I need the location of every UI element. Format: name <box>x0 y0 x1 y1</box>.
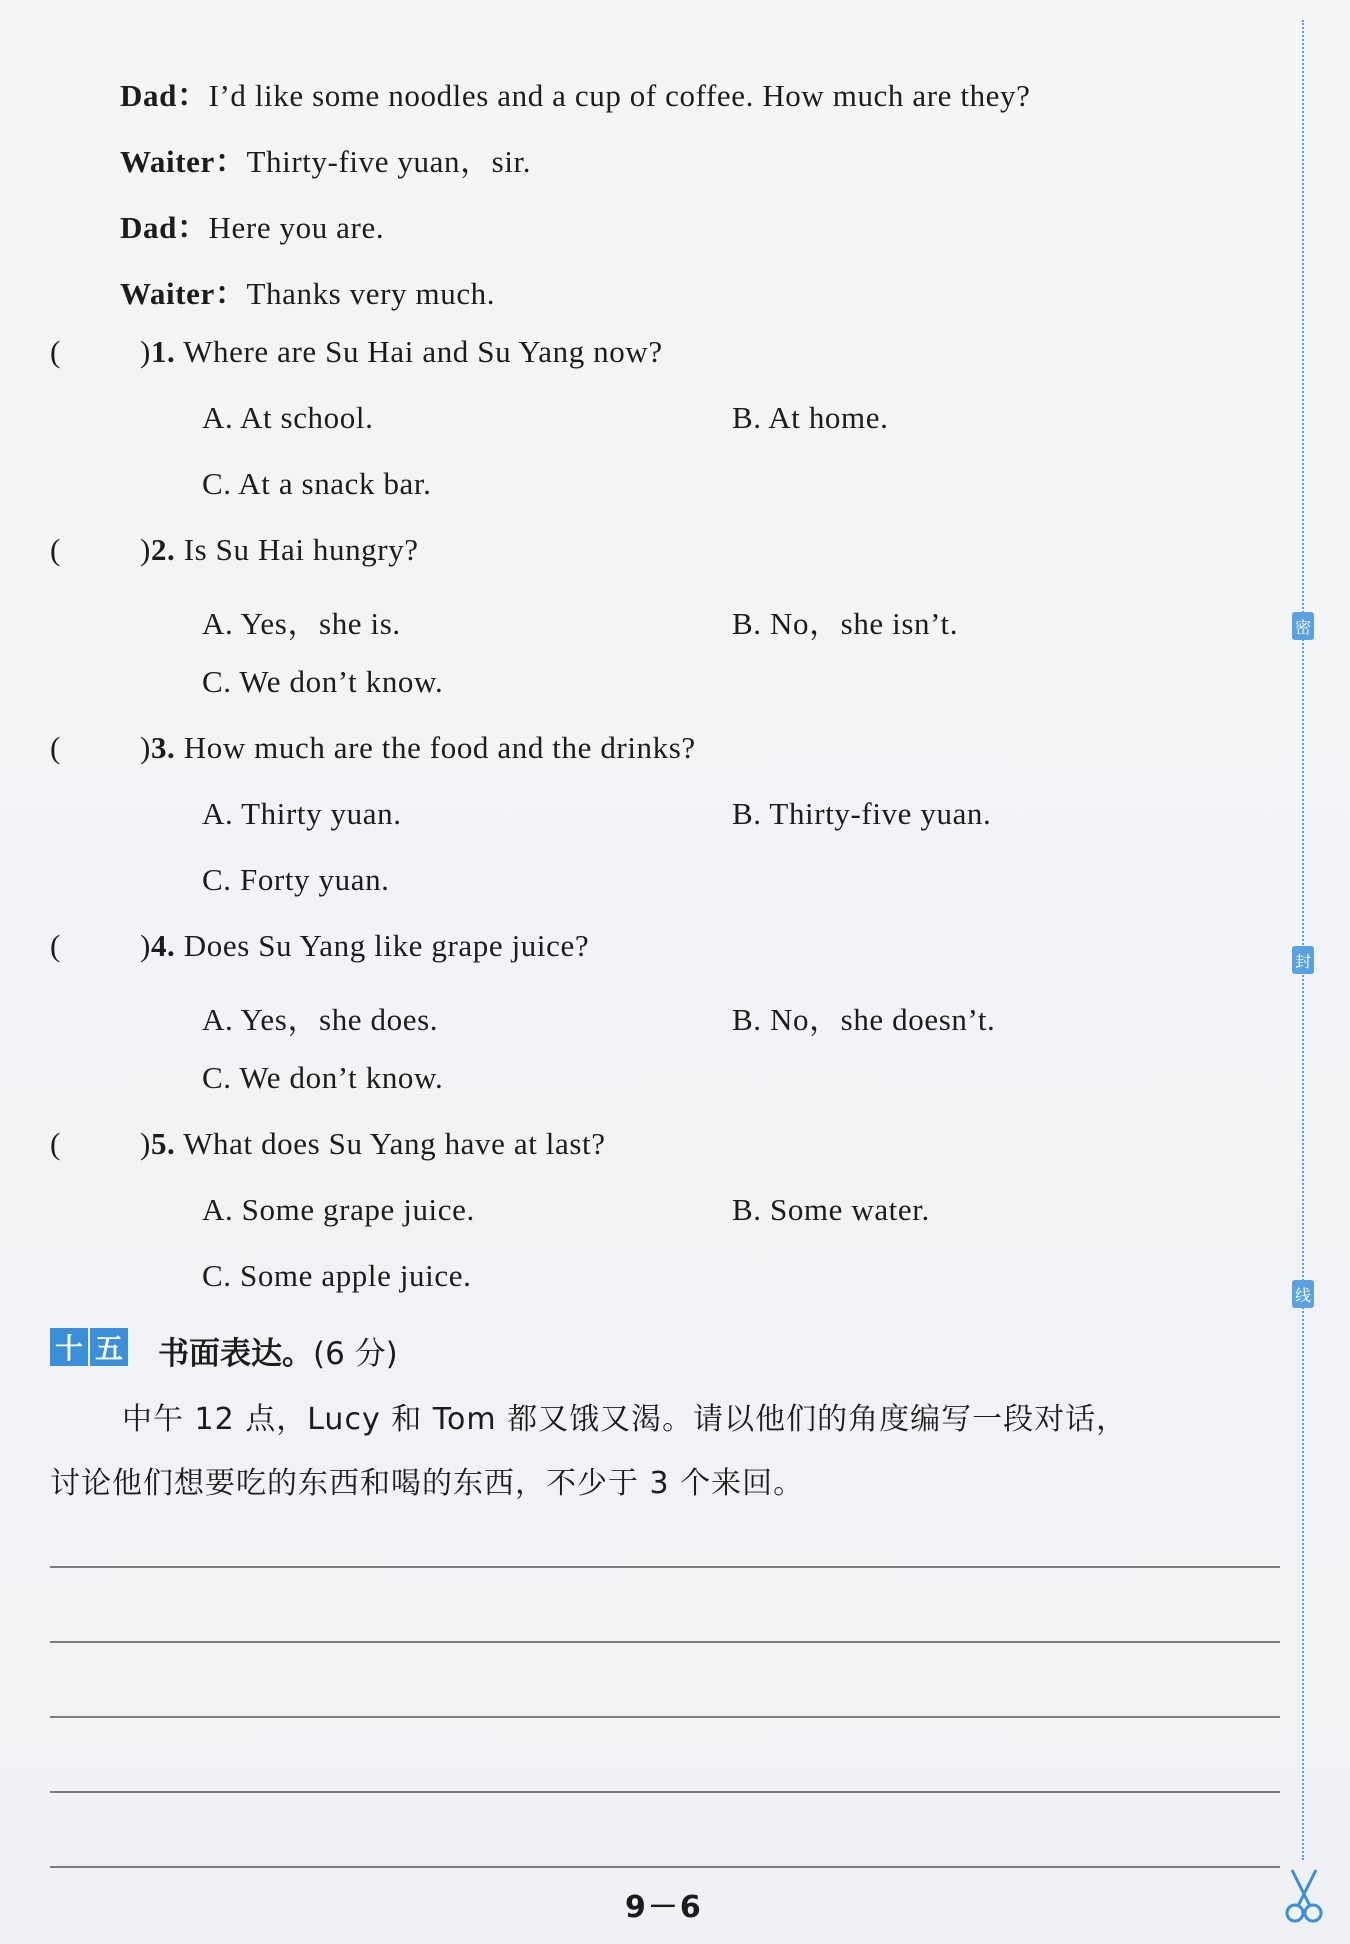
question-3 <box>140 730 696 766</box>
dialogue-text: Thanks very much. <box>246 276 496 311</box>
option-b: B. Thirty-five yuan. <box>732 796 992 831</box>
answer-blank-close: ) <box>140 928 151 963</box>
dialogue-text: Thirty-five yuan，sir. <box>246 144 532 179</box>
question-number: 2. <box>150 532 176 567</box>
answer-blank-close: ) <box>140 1126 151 1161</box>
option-a: A. Yes，she does. <box>202 1002 439 1037</box>
writing-line[interactable] <box>50 1866 1280 1868</box>
cut-mark-line: 线 <box>1292 1280 1314 1308</box>
answer-blank-open: ( <box>50 1126 61 1161</box>
answer-blank-open: ( <box>50 334 61 369</box>
question-number: 5. <box>150 1126 176 1161</box>
dialogue-line-4 <box>120 268 495 313</box>
page-number: 9－6 <box>625 1890 703 1925</box>
option-a: A. At school. <box>202 400 374 435</box>
dialogue-text: I’d like some noodles and a cup of coffee. How much are they? <box>208 78 1031 113</box>
answer-blank-open: ( <box>50 928 61 963</box>
dialogue-text: Here you are. <box>208 210 385 245</box>
section-title <box>158 1328 398 1373</box>
question-text: What does Su Yang have at last? <box>183 1126 606 1161</box>
section-badge-char: 五 <box>90 1328 128 1366</box>
option-c: C. Forty yuan. <box>202 862 390 897</box>
option-c: C. At a snack bar. <box>202 466 432 501</box>
speaker-waiter: Waiter <box>120 144 215 179</box>
section-badge <box>50 1328 128 1366</box>
speaker-separator: ： <box>176 78 209 113</box>
option-b: B. At home. <box>732 400 889 435</box>
answer-blank-open: ( <box>50 532 61 567</box>
cut-line <box>1302 20 1304 1860</box>
question-number: 4. <box>150 928 176 963</box>
option-a: A. Yes，she is. <box>202 606 401 641</box>
question-1 <box>140 334 663 370</box>
option-b: B. No，she isn’t. <box>732 606 959 641</box>
dialogue-line-3 <box>120 202 384 247</box>
speaker-separator: ： <box>214 276 247 311</box>
section-badge-char: 十 <box>50 1328 88 1366</box>
dialogue-line-1 <box>120 70 1031 115</box>
instructions-line-1: 中午 12 点，Lucy 和 Tom 都又饿又渴。请以他们的角度编写一段对话， <box>122 1402 1128 1437</box>
answer-blank-open: ( <box>50 730 61 765</box>
question-5 <box>140 1126 606 1162</box>
question-number: 1. <box>150 334 176 369</box>
dialogue-line-2 <box>120 136 531 181</box>
question-text: Where are Su Hai and Su Yang now? <box>183 334 663 369</box>
speaker-waiter: Waiter <box>120 276 215 311</box>
option-a: A. Thirty yuan. <box>202 796 402 831</box>
option-c: C. We don’t know. <box>202 664 444 699</box>
section-title-text: 书面表达。 <box>158 1336 313 1372</box>
question-2 <box>140 532 419 568</box>
option-c: C. Some apple juice. <box>202 1258 472 1293</box>
answer-blank-close: ) <box>140 532 151 567</box>
speaker-dad: Dad <box>120 210 177 245</box>
answer-blank-close: ) <box>140 334 151 369</box>
question-text: Is Su Hai hungry? <box>183 532 419 567</box>
writing-line[interactable] <box>50 1716 1280 1718</box>
question-text: How much are the food and the drinks? <box>183 730 696 765</box>
option-a: A. Some grape juice. <box>202 1192 475 1227</box>
question-number: 3. <box>150 730 176 765</box>
question-text: Does Su Yang like grape juice? <box>183 928 590 963</box>
speaker-separator: ： <box>214 144 247 179</box>
option-b: B. No，she doesn’t. <box>732 1002 996 1037</box>
speaker-dad: Dad <box>120 78 177 113</box>
question-4 <box>140 928 589 964</box>
cut-mark-seal: 密 <box>1292 612 1314 640</box>
writing-line[interactable] <box>50 1566 1280 1568</box>
cut-mark-seal: 封 <box>1292 946 1314 974</box>
option-c: C. We don’t know. <box>202 1060 444 1095</box>
speaker-separator: ： <box>176 210 209 245</box>
scissors-icon <box>1282 1868 1326 1924</box>
section-points: (6 分) <box>313 1336 398 1372</box>
writing-line[interactable] <box>50 1791 1280 1793</box>
instructions-line-2: 讨论他们想要吃的东西和喝的东西，不少于 3 个来回。 <box>50 1466 805 1501</box>
option-b: B. Some water. <box>732 1192 930 1227</box>
writing-line[interactable] <box>50 1641 1280 1643</box>
answer-blank-close: ) <box>140 730 151 765</box>
